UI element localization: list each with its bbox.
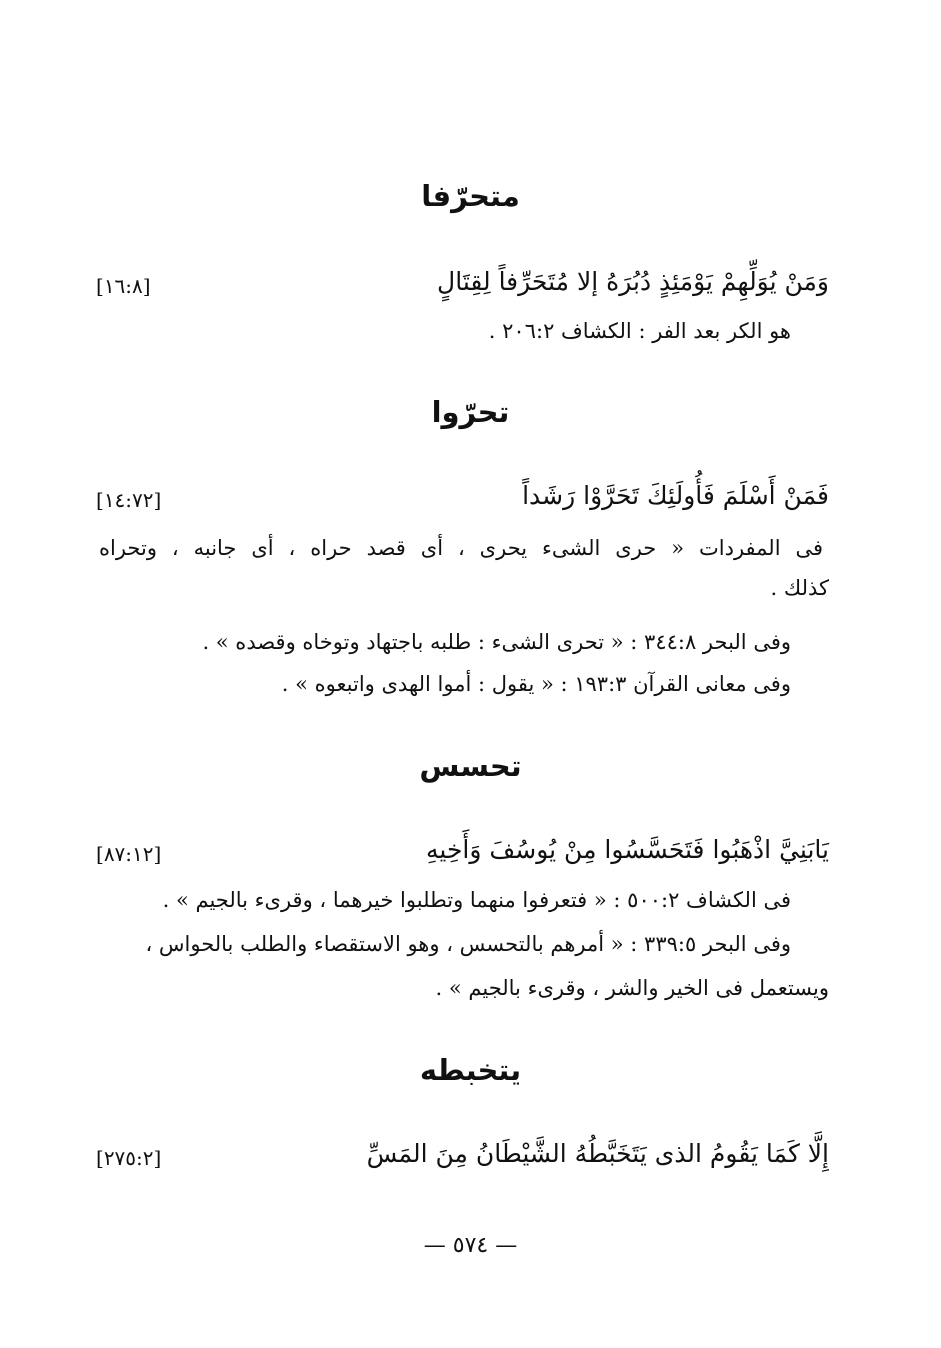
commentary-line: هو الكر بعد الفر : الكشاف ٢٠٦:٢ .: [488, 319, 791, 343]
verse-reference: [١٤:٧٢]: [96, 488, 162, 512]
commentary-line: وفى البحر ٣٤٤:٨ : « تحرى الشىء : طلبه باجتهاد وتوخاه وقصده » .: [202, 630, 791, 654]
verse-reference: [٨٧:١٢]: [96, 842, 162, 866]
verse-reference: [٢٧٥:٢]: [96, 1146, 162, 1170]
commentary-line: وفى معانى القرآن ١٩٣:٣ : « يقول : أموا الهدى واتبعوه » .: [281, 672, 791, 696]
quran-verse: يَابَنِيَّ اذْهَبُوا فَتَحَسَّسُوا مِنْ يُوسُفَ وَأَخِيهِ: [426, 835, 829, 864]
commentary-line: فى المفردات « حرى الشىء يحرى ، أى قصد حراه ، أى جانبه ، وتحراه: [99, 536, 823, 560]
commentary-line: فى الكشاف ٥٠٠:٢ : « فتعرفوا منهما وتطلبوا خيرهما ، وقرىء بالجيم » .: [162, 888, 791, 912]
commentary-line: وفى البحر ٣٣٩:٥ : « أمرهم بالتحسس ، وهو الاستقصاء والطلب بالحواس ،: [145, 932, 791, 956]
entry-heading: متحرّفا: [421, 179, 520, 213]
entry-heading: تحسس: [419, 749, 522, 783]
verse-reference: [١٦:٨]: [96, 274, 151, 298]
quran-verse: فَمَنْ أَسْلَمَ فَأُولَئِكَ تَحَرَّوْا رَشَداً: [522, 481, 829, 510]
entry-heading: يتخبطه: [419, 1053, 522, 1087]
quran-verse: وَمَنْ يُوَلِّهِمْ يَوْمَئِذٍ دُبُرَهُ إلا مُتَحَرِّفاً لِقِتَالٍ: [437, 267, 829, 296]
page-number: — ٥٧٤ —: [423, 1233, 518, 1258]
commentary-line: كذلك .: [770, 576, 829, 600]
entry-heading: تحرّوا: [431, 395, 510, 429]
quran-verse: إِلَّا كَمَا يَقُومُ الذى يَتَخَبَّطُهُ الشَّيْطَانُ مِنَ المَسِّ: [366, 1139, 829, 1168]
commentary-line: ويستعمل فى الخير والشر ، وقرىء بالجيم » .: [435, 976, 829, 1000]
